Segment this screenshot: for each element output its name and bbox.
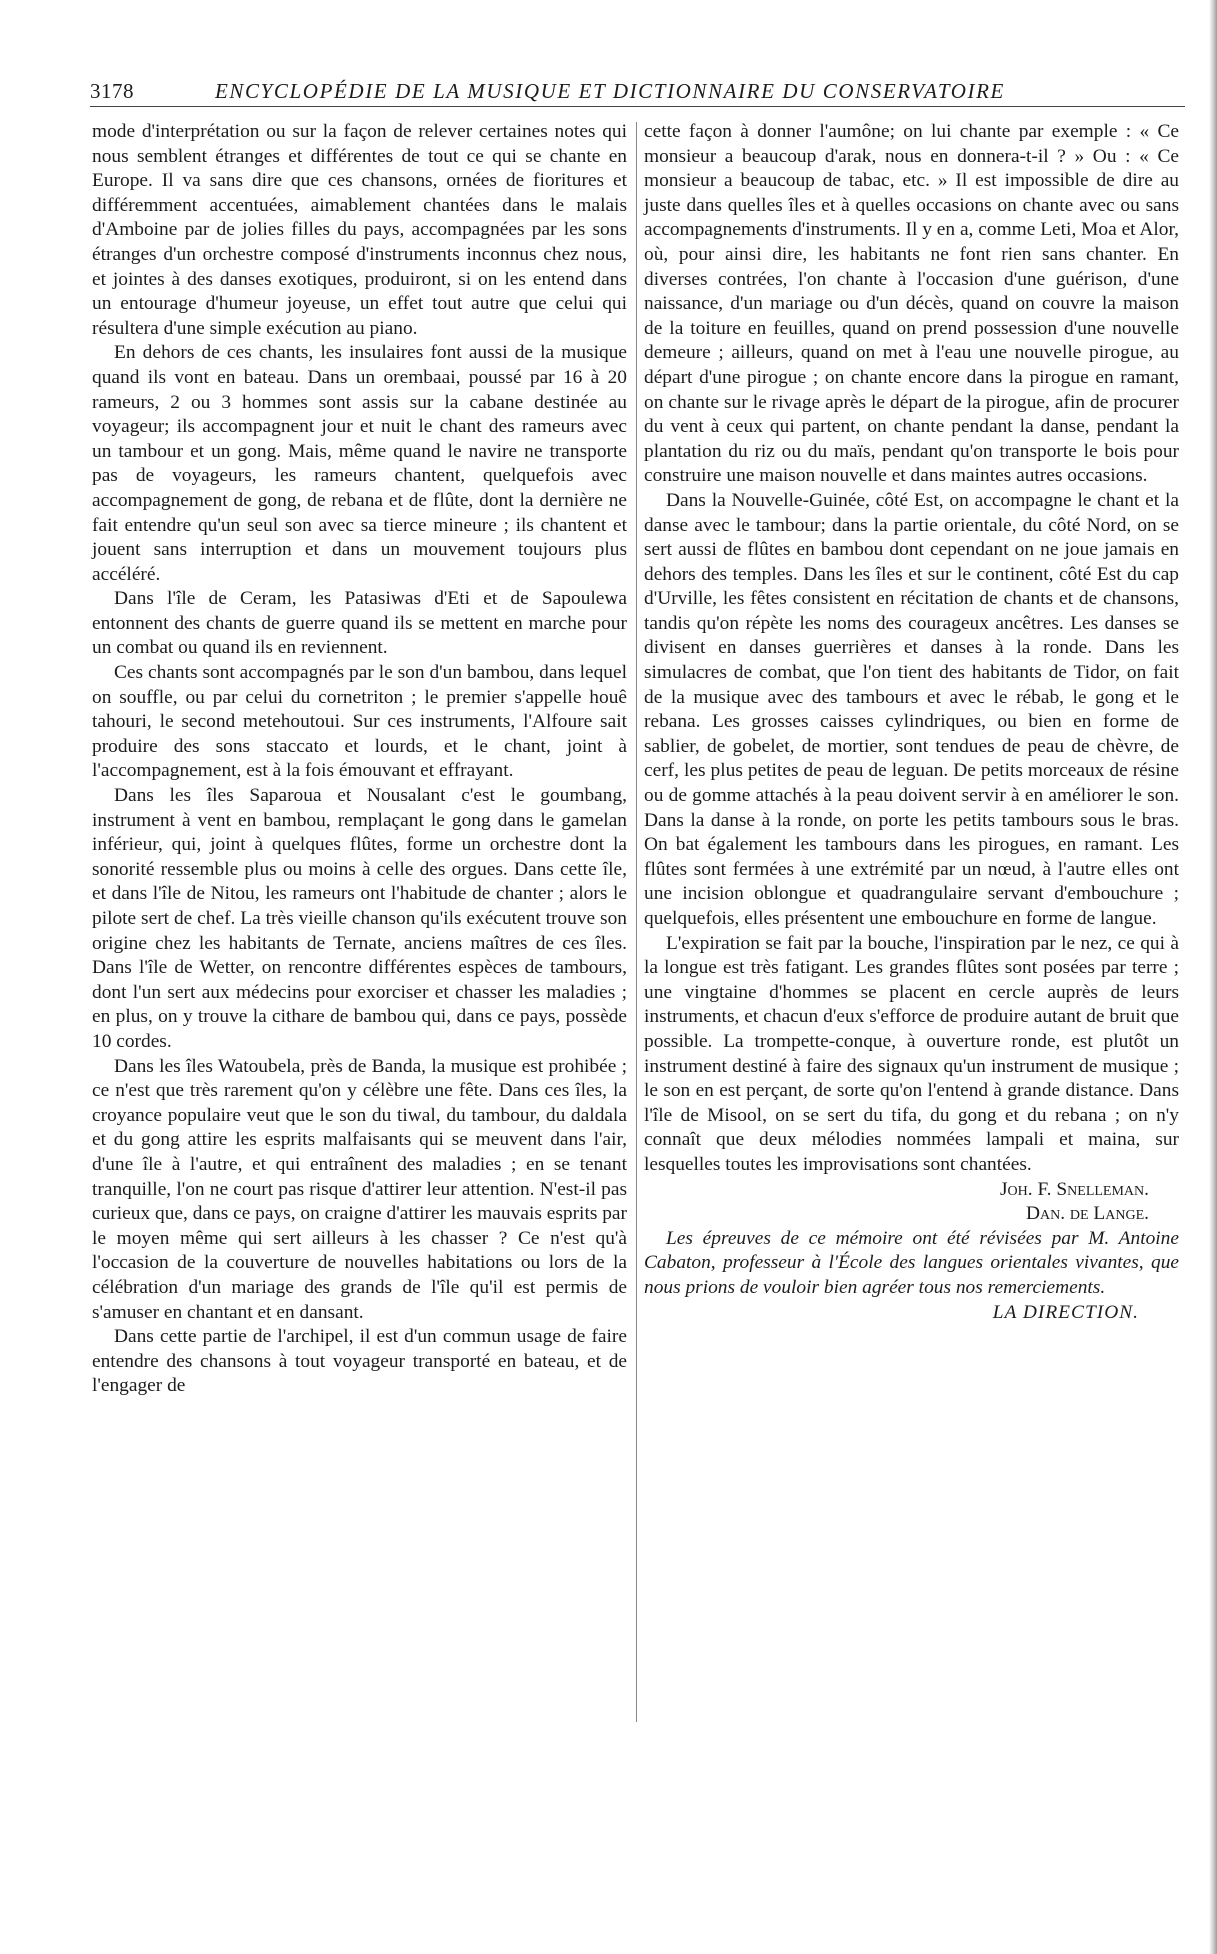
page-number: 3178 — [90, 79, 134, 103]
paragraph: En dehors de ces chants, les insulaires font aussi de la musique quand ils vont en bateau. Dans un orembaai, poussé par 16 à 20 rameurs, 2 ou 3 hommes sont assis sur la cabane destinée au voyageur; ils accompagnent jour et nuit le chant des rameurs avec un tambour et un gong. Mais, même quand le navire ne transporte pas de voyageurs, les rameurs chantent, quelquefois avec accompagnement de gong, de rebana et de flûte, dont la dernière ne fait entendre qu'un seul son avec sa tierce mineure ; ils chantent et jouent sans interruption et dans un mouvement toujours plus accéléré. — [92, 342, 627, 585]
editorial-note: Les épreuves de ce mémoire ont été révisées par M. Antoine Cabaton, professeur à l'École des langues orientales vivantes, que nous prions de vouloir bien agréer tous nos remerciements. — [644, 1227, 1179, 1298]
paragraph: Dans les îles Saparoua et Nousalant c'est le goumbang, instrument à vent en bambou, remplaçant le gong dans le gamelan inférieur, qui, joint à quelques flûtes, forme un orchestre dont la sonorité ressemble plus ou moins à celle des orgues. Dans cette île, et dans l'île de Nitou, les rameurs ont l'habitude de chanter ; alors le pilote sert de chef. La très vieille chanson qu'ils exécutent trouve son origine chez les habitants de Ternate, anciens maîtres de ces îles. Dans l'île de Wetter, on rencontre différentes espèces de tambours, dont l'un sert aux médecins pour exorciser et chasser les maladies ; en plus, on y trouve la cithare de bambou qui, dans ce pays, possède 10 cordes. — [92, 785, 627, 1052]
paragraph: Ces chants sont accompagnés par le son d'un bambou, dans lequel on souffle, ou par celui du cornetriton ; le premier s'appelle houê tahouri, le second metehoutoui. Sur ces instruments, l'Alfoure sait produire des sons staccato et lourds, et le chant, joint à l'accompagnement, est à la fois émouvant et effrayant. — [92, 662, 627, 782]
author-signature: Dan. de Lange. — [1025, 1203, 1149, 1225]
left-column — [92, 120, 627, 1399]
page-edge-shadow — [1209, 0, 1217, 1954]
author-signature: Joh. F. Snelleman. — [999, 1178, 1149, 1200]
paragraph: Dans les îles Watoubela, près de Banda, la musique est prohibée ; ce n'est que très rarement qu'on y célèbre une fête. Dans ces îles, la croyance populaire veut que le son du tiwal, du tambour, du daldala et du gong attire les esprits malfaisants qui se meuvent dans l'air, d'une île à l'autre, et qui entraînent des maladies ; en se tenant tranquille, l'on ne court pas risque d'attirer leur attention. N'est-il pas curieux que, dans ce pays, on craigne d'attirer les mauvais esprits par le moyen même qui sert ailleurs à les chasser ? Ce n'est qu'à l'occasion de la couverture de nouvelles habitations ou lors de la célébration d'un mariage des grands de l'île qu'il est permis de s'amuser en chantant et en dansant. — [92, 1055, 627, 1323]
paragraph: L'expiration se fait par la bouche, l'inspiration par le nez, ce qui à la longue est très fatigant. Les grandes flûtes sont posées par terre ; une vingtaine d'hommes se placent en cercle auprès de leurs instruments, et chacun d'eux s'efforce de produire autant de bruit que possible. La trompette-conque, à ouverture ronde, est plutôt un instrument destiné à faire des signaux qu'un instrument de musique ; le son en est perçant, de sorte qu'on l'entend à grande distance. Dans l'île de Misool, on se sert du tifa, du gong et du rebana ; on n'y connaît que deux mélodies nommées lampali et maina, sur lesquelles toutes les improvisations sont chantées. — [644, 932, 1179, 1175]
running-header — [90, 76, 1185, 107]
paragraph: Dans la Nouvelle-Guinée, côté Est, on accompagne le chant et la danse avec le tambour; dans la partie orientale, du côté Nord, on se sert aussi de flûtes en bambou dont cependant on ne joue jamais en dehors des temples. Dans les îles et sur le continent, côté Est du cap d'Urville, les fêtes consistent en récitation de chants et de chansons, tandis qu'on répète les noms des courageux ancêtres. Les danses se divisent en danses guerrières et danses à la ronde. Dans les simulacres de combat, que l'on tient des habitants de Tidor, on fait de la musique avec des tambours et avec le rébab, le gong et le rebana. Les grosses caisses cylindriques, ou bien en forme de sablier, de gobelet, de mortier, sont tendues de peau de chèvre, de cerf, les plus petites de peau de leguan. De petits morceaux de résine ou de gomme attachés à la peau doivent servir à en améliorer le son. Dans la danse à la ronde, on porte les petits tambours sous le bras. On bat également les tambours dans les pirogues, en ramant. Les flûtes sont fermées à une extrémité par un nœud, à l'autre elles ont une incision oblongue et quadrangulaire servant d'embouchure ; quelquefois, elles présentent une embouchure en forme de langue. — [644, 489, 1179, 929]
note-signature: LA DIRECTION. — [992, 1301, 1139, 1323]
running-title: ENCYCLOPÉDIE DE LA MUSIQUE ET DICTIONNAIRE DU CONSERVATOIRE — [215, 79, 1005, 103]
column-divider — [636, 122, 637, 1722]
paragraph: mode d'interprétation ou sur la façon de relever certaines notes qui nous semblent étranges et différentes de tout ce qui se chante en Europe. Il va sans dire que ces chansons, ornées de fioritures et différemment accentuées, aimablement chantées dans le malais d'Amboine par de jolies filles du pays, accompagnées par les sons étranges d'un orchestre composé d'instruments inconnus chez nous, et jointes à des danses exotiques, produiront, si on les entend dans un entourage d'humeur joyeuse, un effet tout autre que celui qui résultera d'une simple exécution au piano. — [92, 121, 627, 339]
paragraph: cette façon à donner l'aumône; on lui chante par exemple : « Ce monsieur a beaucoup d'arak, nous en donnera-t-il ? » Ou : « Ce monsieur a beaucoup de tabac, etc. » Il est impossible de dire au juste dans quelles îles et à quelles occasions on chante avec ou sans accompagnements d'instruments. Il y en a, comme Leti, Moa et Alor, où, pour ainsi dire, les habitants ne font rien sans chanter. En diverses contrées, l'on chante à l'occasion d'une guérison, d'une naissance, d'un mariage ou d'un décès, quand on couvre la maison de la toiture en feuilles, quand on prend possession d'une nouvelle demeure ; ailleurs, quand on met à l'eau une nouvelle pirogue, au départ d'une pirogue ; on chante encore dans la pirogue en ramant, on chante sur le rivage après le départ de la pirogue, afin de procurer du vent à ceux qui partent, on chante pendant la danse, pendant la plantation du riz ou du maïs, pendant qu'on transporte le bois pour construire une maison nouvelle et dans maintes autres occasions. — [644, 121, 1179, 487]
paragraph: Dans cette partie de l'archipel, il est d'un commun usage de faire entendre des chansons à tout voyageur transporté en bateau, et de l'engager de — [92, 1326, 627, 1397]
paragraph: Dans l'île de Ceram, les Patasiwas d'Eti et de Sapoulewa entonnent des chants de guerre quand ils se mettent en marche pour un combat ou quand ils en reviennent. — [92, 588, 627, 659]
right-column — [644, 120, 1179, 1325]
